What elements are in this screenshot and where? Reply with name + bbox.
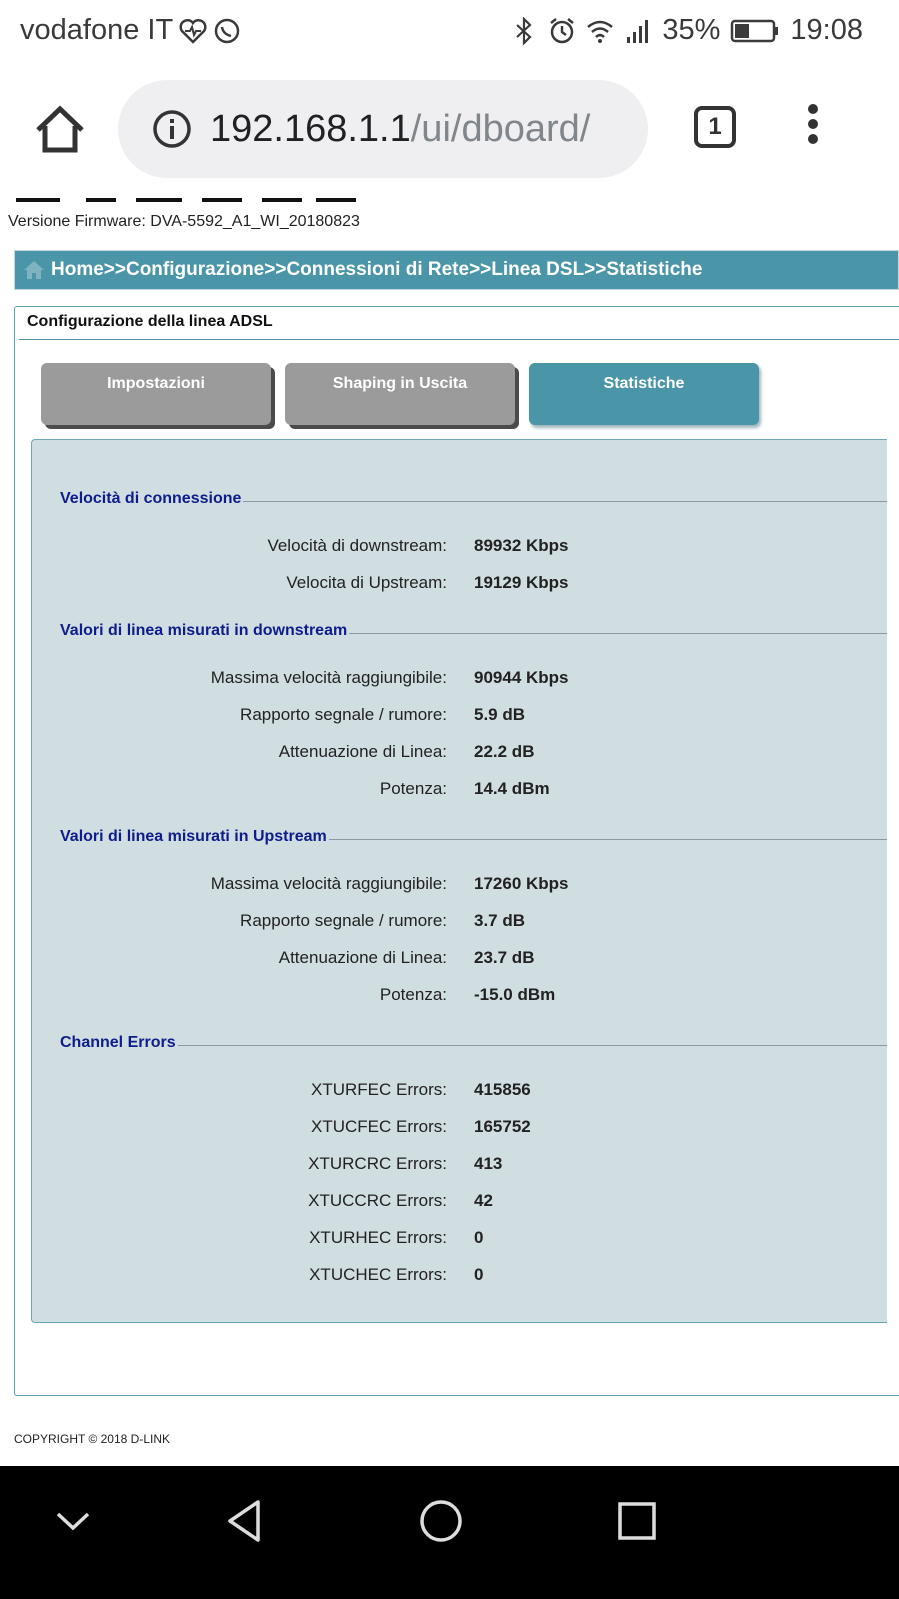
stat-value: 165752 [474, 1117, 531, 1136]
back-icon[interactable] [220, 1496, 270, 1546]
copyright-text: COPYRIGHT © 2018 D-LINK [14, 1432, 170, 1446]
stat-value: 3.7 dB [474, 911, 526, 930]
section-divider [60, 1045, 887, 1046]
clock: 19:08 [790, 14, 863, 46]
stat-value: 89932 Kbps [474, 536, 569, 555]
stat-value: 90944 Kbps [474, 668, 569, 687]
adsl-config-panel [14, 306, 899, 1396]
stat-value: 17260 Kbps [474, 874, 569, 893]
whatsapp-icon [213, 17, 241, 45]
stat-value: 19129 Kbps [474, 573, 569, 592]
stat-label: Potenza: [379, 779, 447, 798]
overflow-menu-icon[interactable] [806, 104, 820, 152]
bluetooth-icon [510, 17, 538, 45]
browser-toolbar [0, 62, 899, 198]
recents-icon[interactable] [612, 1496, 662, 1546]
stat-value: 415856 [474, 1080, 531, 1099]
stat-value: 413 [474, 1154, 503, 1173]
tab-impostazioni[interactable]: Impostazioni [41, 363, 271, 425]
alarm-icon [548, 17, 576, 45]
chevron-down-icon[interactable] [48, 1496, 98, 1546]
stat-value: 14.4 dBm [474, 779, 550, 798]
section-title-upstream: Valori di linea misurati in Upstream [60, 828, 327, 845]
home-icon[interactable] [32, 102, 88, 158]
stat-label: XTURFEC Errors: [311, 1080, 447, 1099]
system-nav-bar [0, 1466, 899, 1599]
stat-value: 22.2 dB [474, 742, 535, 761]
stat-label: XTUCHEC Errors: [309, 1265, 447, 1284]
breadcrumb-path[interactable]: Home>>Configurazione>>Connessioni di Rete>>Linea DSL>>Statistiche [51, 259, 703, 280]
web-page [0, 198, 899, 1466]
address-bar[interactable] [118, 80, 648, 178]
stat-label: Attenuazione di Linea: [278, 948, 447, 967]
panel-divider [19, 339, 899, 340]
statistics-content [31, 439, 887, 1323]
stat-label: Massima velocità raggiungibile: [210, 668, 447, 687]
home-circle-icon[interactable] [416, 1496, 466, 1546]
url-host: 192.168.1.1 [210, 107, 411, 150]
stat-value: 0 [474, 1265, 484, 1284]
stat-value: 42 [474, 1191, 493, 1210]
stat-label: Velocita di Upstream: [286, 573, 447, 592]
section-title-connection-speed: Velocità di connessione [60, 490, 242, 507]
home-icon[interactable] [23, 260, 45, 280]
wifi-icon [586, 17, 614, 45]
stat-value: 5.9 dB [474, 705, 526, 724]
status-bar [0, 0, 899, 62]
tab-statistiche[interactable]: Statistiche [529, 363, 759, 425]
stat-label: Rapporto segnale / rumore: [240, 705, 447, 724]
section-title-downstream: Valori di linea misurati in downstream [60, 622, 348, 639]
firmware-version: Versione Firmware: DVA-5592_A1_WI_20180823 [8, 213, 360, 230]
info-icon[interactable] [152, 109, 192, 149]
stat-label: XTURCRC Errors: [308, 1154, 447, 1173]
stat-value: -15.0 dBm [474, 985, 556, 1004]
tab-shaping-in-uscita[interactable]: Shaping in Uscita [285, 363, 515, 425]
tab-switcher-button[interactable]: 1 [694, 106, 736, 148]
url-path: /ui/dboard/ [410, 107, 591, 150]
stat-label: Attenuazione di Linea: [278, 742, 447, 761]
stat-label: Velocità di downstream: [267, 536, 447, 555]
carrier-name: vodafone IT [20, 14, 174, 46]
stat-value: 0 [474, 1228, 484, 1247]
stat-label: Potenza: [379, 985, 447, 1004]
battery-percent: 35% [662, 14, 721, 46]
battery-icon [730, 18, 780, 44]
stat-label: XTUCFEC Errors: [311, 1117, 447, 1136]
stat-label: Massima velocità raggiungibile: [210, 874, 447, 893]
stat-label: Rapporto segnale / rumore: [240, 911, 447, 930]
stat-value: 23.7 dB [474, 948, 535, 967]
dlink-logo [16, 198, 356, 202]
heart-pulse-icon [179, 17, 207, 45]
url-text[interactable] [210, 108, 590, 151]
signal-icon [624, 17, 652, 45]
stat-label: XTUCCRC Errors: [308, 1191, 447, 1210]
breadcrumb [14, 250, 899, 290]
stat-label: XTURHEC Errors: [309, 1228, 447, 1247]
section-title-channel-errors: Channel Errors [60, 1034, 176, 1051]
panel-title: Configurazione della linea ADSL [27, 313, 273, 330]
